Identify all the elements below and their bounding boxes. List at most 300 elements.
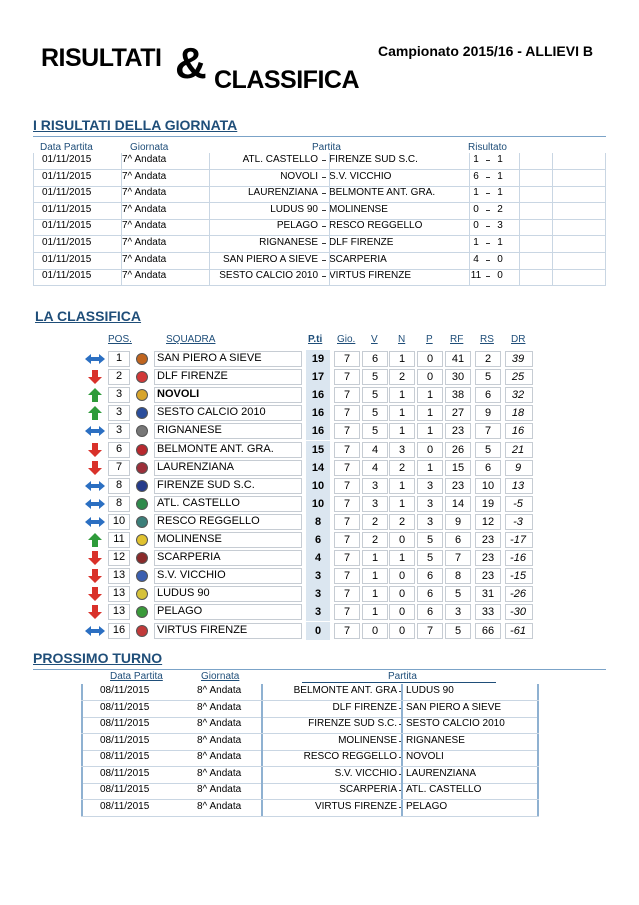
goal-difference: 25 [511,371,525,384]
home-goals: 11 [470,270,482,282]
games-played: 7 [343,570,351,583]
match-date: 08/11/2015 [100,718,150,729]
cell-border [401,717,403,733]
losses: 6 [426,570,434,583]
position: 3 [115,388,123,401]
draws: 2 [398,371,406,384]
table-row [81,701,539,718]
cell-border [33,153,34,169]
games-played: 7 [343,552,351,565]
match-round: 7^ Andata [122,170,167,182]
cell-border [329,153,330,169]
games-played: 7 [343,407,351,420]
goal-difference: -61 [510,624,526,637]
cell-border [537,750,539,766]
wins: 0 [371,624,379,637]
team-name: S.V. VICCHIO [157,569,226,582]
cell-border [605,153,606,169]
points: 19 [311,353,325,365]
next-col-round: Giornata [201,671,240,682]
away-team: MOLINENSE [329,203,388,215]
goals-for: 6 [454,534,462,546]
standings-col-pos: POS. [108,334,132,345]
cell-border [209,236,210,252]
team-name: ATL. CASTELLO [157,496,240,509]
cell-border [401,750,403,766]
home-team: PELAGO [276,220,318,232]
standings-row [84,477,533,495]
away-goals: 0 [497,253,503,265]
cell-border [81,767,83,783]
table-row [81,783,539,800]
goals-for: 38 [451,389,465,402]
cell-border [33,186,34,202]
points: 3 [314,606,322,619]
position: 13 [112,587,126,600]
draws: 1 [398,407,406,420]
trend-same-icon [84,351,106,367]
cell-border [552,269,553,285]
cell-border [209,186,210,202]
table-row [33,253,606,270]
results-divider [33,136,606,137]
points: 4 [314,552,322,565]
goals-for: 23 [451,425,465,438]
games-played: 7 [343,515,351,528]
cell-border [537,684,539,700]
match-date: 01/11/2015 [42,170,92,182]
trend-same-icon [84,514,106,530]
draws: 0 [398,588,406,601]
home-team: RESCO REGGELLO [303,751,397,762]
away-team: RESCO REGGELLO [329,220,423,232]
losses: 1 [426,425,434,438]
goals-for: 23 [451,479,465,492]
away-team: S.V. VICCHIO [329,170,392,182]
trend-down-icon [84,550,106,566]
next-round-divider [33,669,606,670]
standings-row [84,350,533,368]
goals-against: 6 [484,461,492,474]
team-name: NOVOLI [157,388,200,401]
cell-border [81,750,83,766]
position: 13 [112,569,126,582]
cell-border [519,170,520,186]
home-goals: 1 [473,187,479,199]
away-team: VIRTUS FIRENZE [329,270,412,282]
standings-row [84,404,533,422]
goals-against: 23 [481,552,495,565]
cell-border [519,203,520,219]
cell-border [33,219,34,235]
results-col-date: Data Partita [40,142,93,153]
team-name: LAURENZIANA [157,460,235,473]
position: 6 [115,442,123,455]
trend-down-icon [84,460,106,476]
points: 16 [311,407,325,420]
cell-border [605,203,606,219]
goal-difference: -30 [510,606,526,619]
wins: 2 [371,534,379,546]
away-team: LUDUS 90 [406,685,454,696]
away-team: SCARPERIA [329,253,387,265]
goals-for: 14 [451,497,465,510]
points: 15 [311,443,325,456]
home-team: NOVOLI [280,170,318,182]
away-team: RIGNANESE [406,734,465,746]
standings-col-games: Gio. [337,334,356,345]
goal-difference: -16 [510,552,526,565]
draws: 0 [398,624,406,637]
cell-border [261,767,263,783]
wins: 2 [371,515,379,528]
games-played: 7 [343,606,351,619]
goals-for: 9 [454,515,462,528]
cell-border [537,701,539,717]
losses: 3 [426,515,434,528]
team-name: SCARPERIA [157,551,221,564]
draws: 2 [398,461,406,474]
team-name: FIRENZE SUD S.C. [157,478,255,491]
home-team: S.V. VICCHIO [334,767,397,779]
away-team: NOVOLI [406,751,444,762]
results-section-title: I RISULTATI DELLA GIORNATA [33,117,238,133]
match-round: 8^ Andata [197,734,242,746]
goal-difference: 18 [511,407,525,420]
standings-row [84,441,533,459]
cell-border [519,186,520,202]
cell-border [81,783,83,799]
position: 7 [115,460,123,473]
goals-against: 12 [481,515,495,528]
cell-border [121,186,122,202]
goals-against: 23 [481,534,495,546]
cell-border [469,253,470,269]
team-name: RIGNANESE [157,424,222,437]
cell-border [469,269,470,285]
points: 8 [314,515,322,528]
title-ampersand: & [175,39,207,88]
trend-down-icon [84,369,106,385]
results-col-result: Risultato [468,142,507,153]
trend-down-icon [84,586,106,602]
goal-difference: 39 [511,353,525,365]
standings-row [84,531,533,549]
standings-section-title: LA CLASSIFICA [35,308,142,324]
goals-for: 27 [451,407,465,420]
cell-border [537,783,539,799]
team-crest-icon [136,444,148,456]
losses: 3 [426,479,434,492]
home-team: SAN PIERO A SIEVE [222,253,318,265]
goal-difference: -5 [513,497,523,510]
wins: 3 [371,497,379,510]
match-separator [322,193,326,194]
table-row [81,750,539,767]
points: 6 [314,534,322,546]
cell-border [329,269,330,285]
cell-border [81,684,83,700]
cell-border [329,203,330,219]
games-played: 7 [343,624,351,637]
position: 3 [115,406,123,419]
losses: 1 [426,407,434,420]
table-row [33,219,606,236]
standings-row [84,386,533,404]
match-date: 01/11/2015 [42,203,92,215]
match-date: 08/11/2015 [100,734,150,746]
wins: 1 [371,570,379,583]
results-col-round: Giornata [130,142,169,153]
goal-difference: -17 [510,534,526,546]
losses: 6 [426,606,434,619]
away-team: LAURENZIANA [406,767,477,779]
cell-border [33,236,34,252]
wins: 1 [371,552,379,565]
cell-border [329,253,330,269]
goals-against: 6 [484,389,492,402]
goal-difference: 16 [511,425,525,438]
goals-for: 26 [451,443,465,456]
wins: 6 [371,353,379,365]
cell-border [605,269,606,285]
match-date: 01/11/2015 [42,187,92,199]
cell-border [81,734,83,750]
match-round: 8^ Andata [197,701,242,713]
away-team: ATL. CASTELLO [406,784,482,795]
cell-border [81,800,83,816]
team-name: PELAGO [157,605,203,618]
wins: 5 [371,407,379,420]
away-team: FIRENZE SUD S.C. [329,154,418,165]
team-name: RESCO REGGELLO [157,514,260,527]
goals-against: 23 [481,570,495,583]
cell-border [33,170,34,186]
draws: 1 [398,389,406,402]
cell-border [121,219,122,235]
match-date: 01/11/2015 [42,253,92,265]
losses: 5 [426,552,434,565]
home-goals: 0 [473,220,479,232]
cell-border [401,684,403,700]
next-col-match: Partita [388,671,417,682]
match-round: 8^ Andata [197,685,242,696]
cell-border [519,269,520,285]
team-crest-icon [136,462,148,474]
cell-border [401,800,403,816]
standings-row [84,513,533,531]
draws: 0 [398,606,406,619]
points: 10 [311,497,325,510]
cell-border [329,170,330,186]
home-team: BELMONTE ANT. GRA [293,685,397,696]
away-team: SAN PIERO A SIEVE [406,701,502,713]
games-played: 7 [343,443,351,456]
wins: 1 [371,588,379,601]
cell-border [552,203,553,219]
team-name: VIRTUS FIRENZE [157,623,248,636]
away-team: BELMONTE ANT. GRA. [329,187,436,199]
points: 16 [311,425,325,438]
points: 3 [314,570,322,583]
cell-border [537,800,539,816]
away-team: SESTO CALCIO 2010 [406,718,505,729]
standings-row [84,585,533,603]
wins: 1 [371,606,379,619]
cell-border [552,170,553,186]
losses: 3 [426,497,434,510]
match-round: 8^ Andata [197,751,242,762]
home-goals: 1 [473,154,479,165]
team-name: SESTO CALCIO 2010 [157,406,266,419]
trend-same-icon [84,478,106,494]
goals-for: 41 [451,353,465,365]
cell-border [519,153,520,169]
points: 17 [311,371,325,384]
cell-border [329,236,330,252]
table-row [33,269,606,286]
goals-for: 8 [454,570,462,583]
cell-border [552,153,553,169]
draws: 3 [398,443,406,456]
cell-border [209,253,210,269]
match-separator [322,260,326,261]
match-date: 01/11/2015 [42,154,92,165]
match-round: 7^ Andata [122,237,167,248]
away-goals: 1 [497,154,503,165]
match-separator [322,160,326,161]
position: 16 [112,623,126,636]
games-played: 7 [343,588,351,601]
match-separator [322,226,326,227]
goals-against: 31 [481,588,495,601]
trend-down-icon [84,604,106,620]
home-goals: 0 [473,203,479,215]
goals-for: 30 [451,371,465,384]
losses: 0 [426,443,434,456]
away-goals: 2 [497,203,503,215]
cell-border [537,717,539,733]
goals-against: 9 [484,407,492,420]
points: 0 [314,624,322,637]
goals-against: 5 [484,443,492,456]
cell-border [121,269,122,285]
trend-down-icon [84,442,106,458]
cell-border [329,186,330,202]
match-round: 7^ Andata [122,253,167,265]
cell-border [401,734,403,750]
score-separator [486,177,490,178]
standings-col-team: SQUADRA [166,334,216,345]
goals-against: 10 [481,479,495,492]
points: 10 [311,479,325,492]
cell-border [209,170,210,186]
title-risultati: RISULTATI [41,44,162,72]
match-date: 08/11/2015 [100,685,150,696]
next-col-date: Data Partita [110,671,163,682]
match-date: 01/11/2015 [42,220,92,232]
games-played: 7 [343,534,351,546]
wins: 4 [371,461,379,474]
away-goals: 0 [497,270,503,282]
cell-border [261,684,263,700]
trend-same-icon [84,623,106,639]
wins: 4 [371,443,379,456]
cell-border [33,203,34,219]
cell-border [261,717,263,733]
draws: 0 [398,534,406,546]
trend-same-icon [84,496,106,512]
home-team: LAURENZIANA [247,187,318,199]
team-crest-icon [136,371,148,383]
table-row [81,684,539,701]
cell-border [261,701,263,717]
standings-row [84,549,533,567]
cell-border [81,701,83,717]
away-goals: 3 [497,220,503,232]
goal-difference: 21 [511,443,525,456]
cell-border [552,219,553,235]
cell-border [261,734,263,750]
games-played: 7 [343,371,351,384]
cell-border [209,219,210,235]
score-separator [486,226,490,227]
games-played: 7 [343,353,351,365]
position: 8 [115,496,123,509]
position: 3 [115,424,123,437]
match-date: 08/11/2015 [100,751,150,762]
match-round: 8^ Andata [197,784,242,795]
team-crest-icon [136,480,148,492]
goals-for: 5 [454,588,462,601]
goal-difference: -15 [510,570,526,583]
goal-difference: -26 [510,588,526,601]
trend-up-icon [84,532,106,548]
match-round: 8^ Andata [197,718,242,729]
cell-border [261,800,263,816]
away-team: PELAGO [406,800,448,812]
home-team: VIRTUS FIRENZE [314,800,397,812]
home-team: MOLINENSE [338,734,397,746]
cell-border [519,219,520,235]
standings-row [84,495,533,513]
points: 3 [314,588,322,601]
trend-down-icon [84,568,106,584]
match-date: 08/11/2015 [100,784,150,795]
match-date: 08/11/2015 [100,800,150,812]
cell-border [209,203,210,219]
home-team: SESTO CALCIO 2010 [219,270,318,282]
standings-col-drawn: N [398,334,406,345]
draws: 1 [398,425,406,438]
cell-border [261,783,263,799]
cell-border [33,253,34,269]
draws: 0 [398,570,406,583]
cell-border [401,701,403,717]
away-team: DLF FIRENZE [329,237,394,248]
match-round: 7^ Andata [122,154,167,165]
cell-border [121,170,122,186]
table-row [33,170,606,187]
table-row [81,767,539,784]
team-crest-icon [136,534,148,546]
losses: 7 [426,624,434,637]
title-classifica: CLASSIFICA [214,66,359,94]
cell-border [469,170,470,186]
cell-border [605,219,606,235]
goals-against: 33 [481,606,495,619]
losses: 0 [426,353,434,365]
